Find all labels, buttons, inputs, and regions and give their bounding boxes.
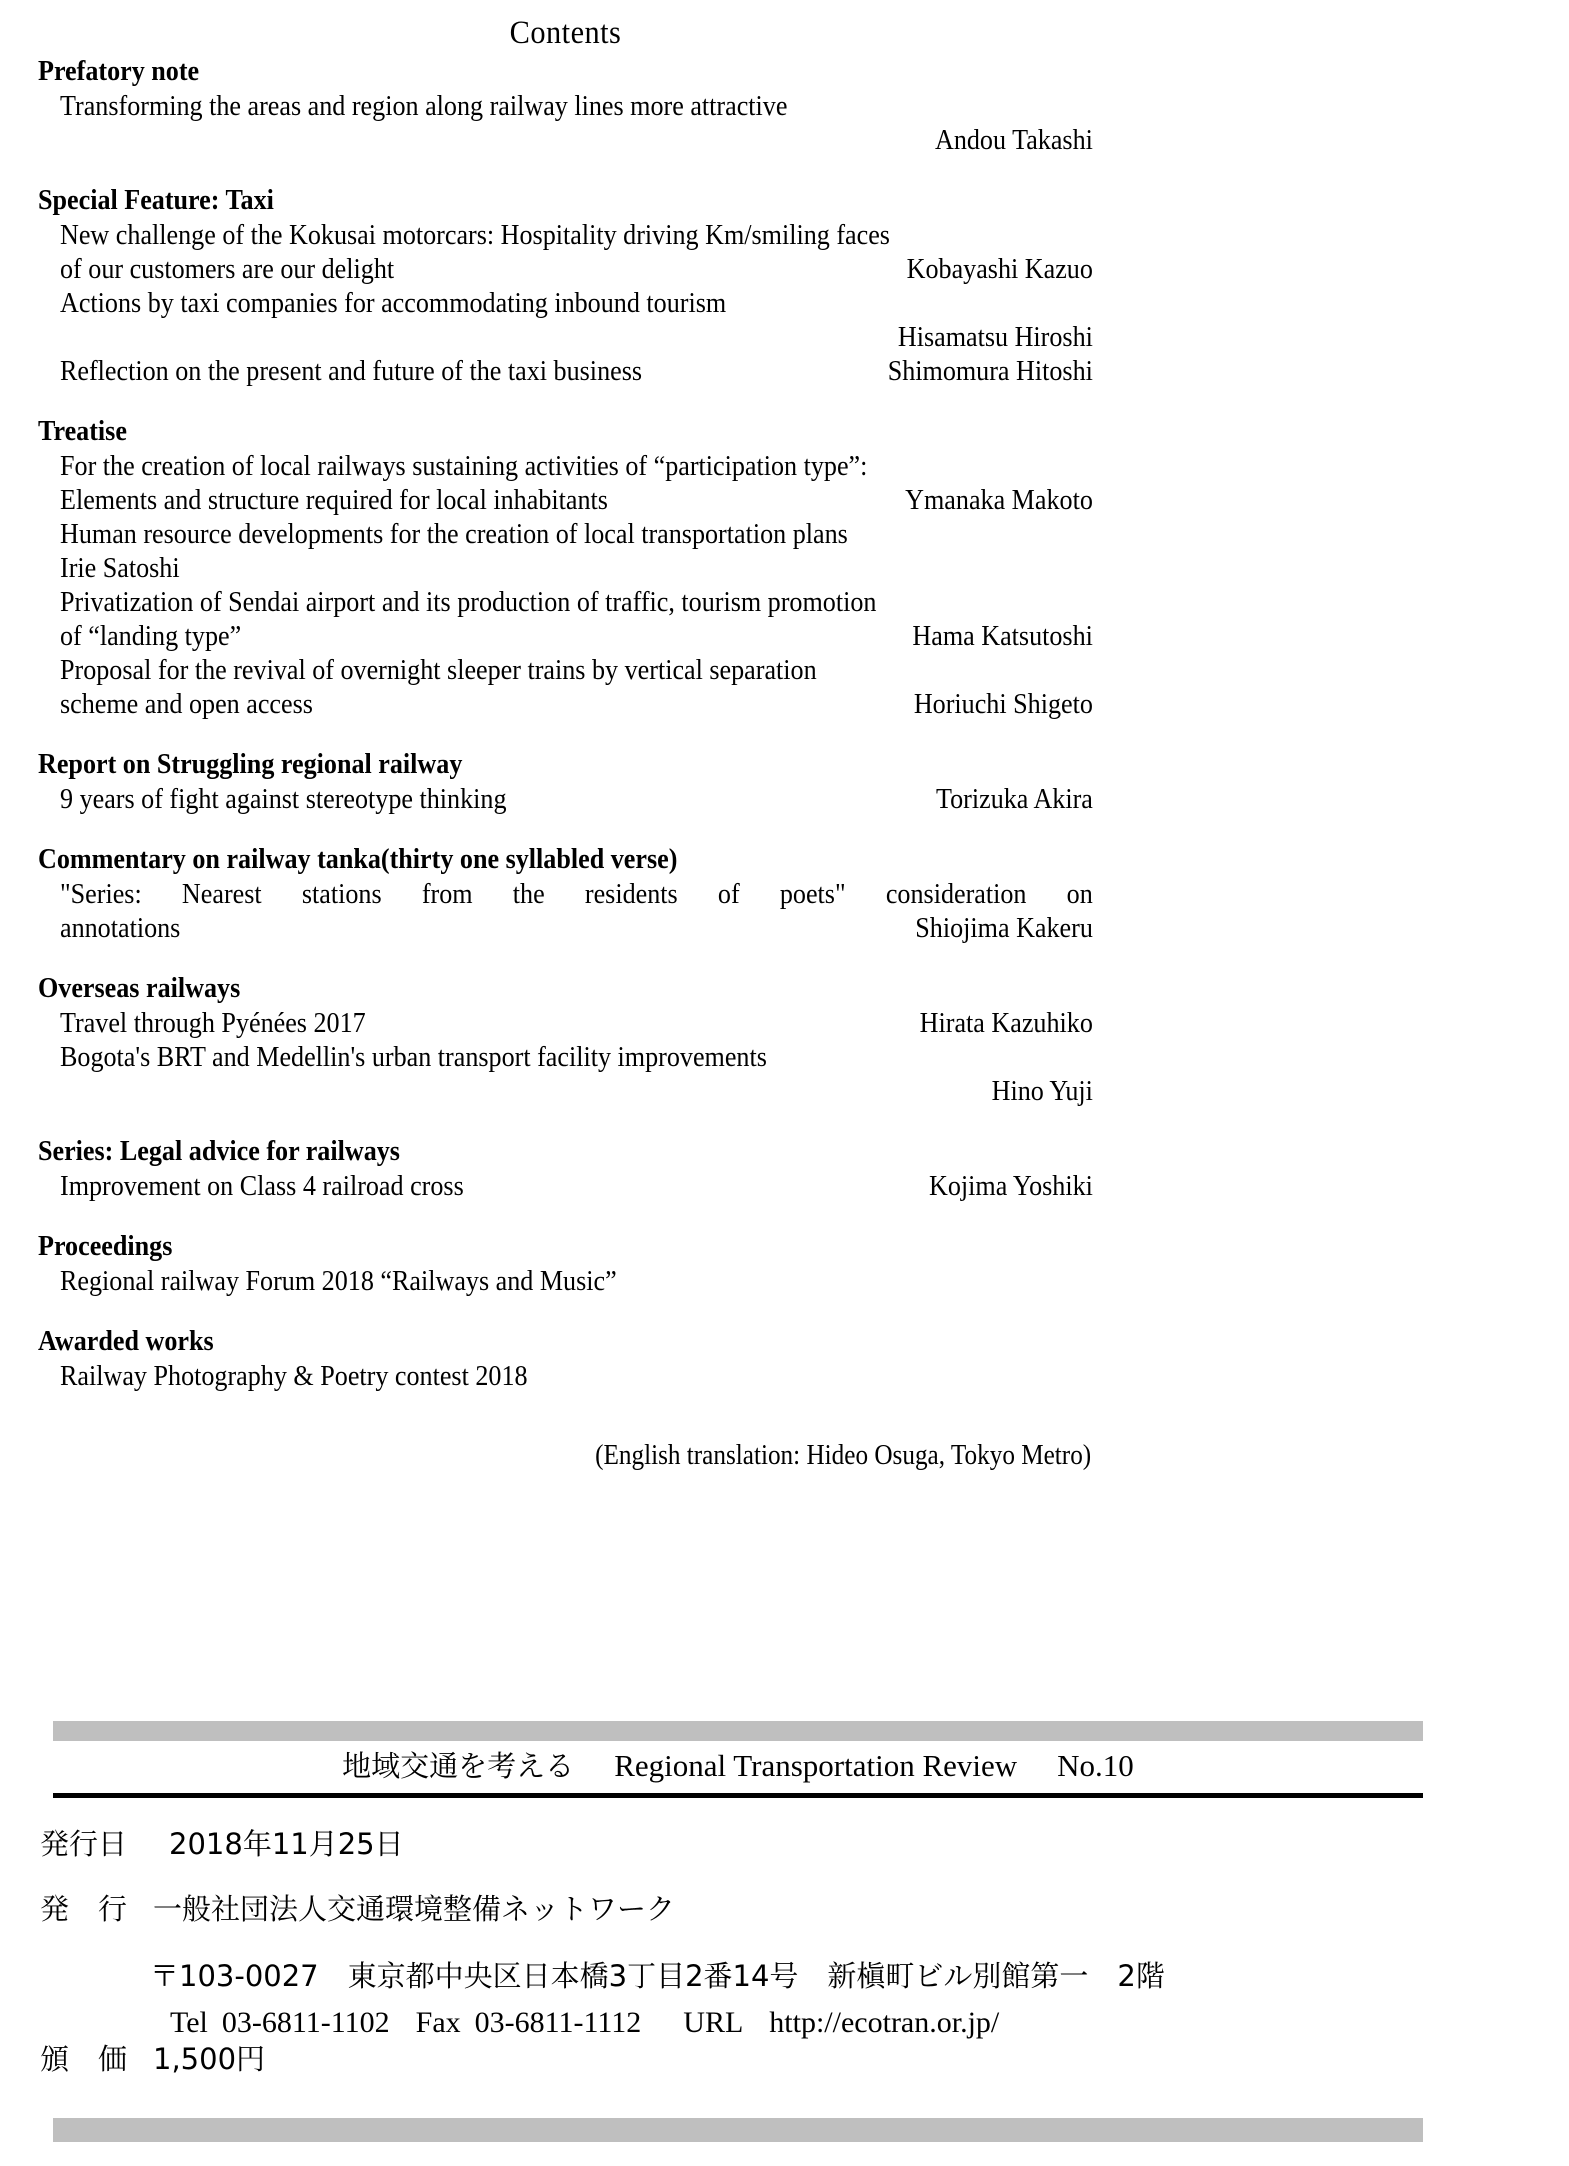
toc-entry [60,782,1093,816]
entry-line: of our customers are our delight [60,253,395,285]
section-spacer [38,1108,1093,1134]
section-spacer [38,816,1093,842]
section-spacer [38,388,1093,414]
toc-entry [60,1006,1093,1040]
toc-section [38,1134,1093,1203]
toc-entry [60,1040,1093,1108]
price-value: 1,500円 [153,2042,266,2076]
toc-entry [60,653,1093,721]
entry-line: scheme and open access [60,688,313,720]
section-heading: Series: Legal advice for railways [38,1135,400,1167]
entry-line: Regional railway Forum 2018 “Railways and Music” [60,1265,617,1297]
publish-date-label: 発行日 [40,1827,128,1861]
toc-section [38,747,1093,816]
entry-line: For the creation of local railways sustaining activities of “participation type”: [60,450,868,482]
section-heading: Awarded works [38,1325,214,1357]
toc-entry [60,449,1093,517]
section-spacer [38,1203,1093,1229]
toc-entry [60,1264,1093,1298]
colophon-row-contact [40,2005,1460,2041]
divider-rule-black [53,1793,1423,1798]
publish-date-value: 2018年11月25日 [169,1827,404,1861]
entry-line-with-author [60,1006,1093,1040]
entry-line-with-author [60,687,1093,721]
toc-section [38,1324,1093,1393]
toc-entry [60,286,1093,354]
entry-author: Horiuchi Shigeto [913,688,1093,720]
divider-bar-top [53,1721,1423,1741]
section-spacer [38,945,1093,971]
toc-section [38,1229,1093,1298]
url-value[interactable]: http://ecotran.or.jp/ [769,2006,1000,2039]
toc-entry [60,585,1093,653]
entry-line-with-author [60,354,1093,388]
journal-title-en: Regional Transportation Review [614,1748,1018,1783]
url-label: URL [683,2006,744,2039]
colophon-journal-title [53,1748,1423,1784]
table-of-contents [38,14,1093,1473]
entry-line-with-author [60,483,1093,517]
entry-line: Human resource developments for the creation of local transportation plans [60,518,848,550]
toc-entry [60,218,1093,286]
tel-value: 03-6811-1102 [221,2006,390,2039]
toc-entry [60,517,1093,585]
entry-author: Hama Katsutoshi [912,620,1093,652]
entry-line: Proposal for the revival of overnight sleeper trains by vertical separation [60,654,817,686]
toc-section [38,183,1093,388]
section-heading: Overseas railways [38,972,241,1004]
colophon-row-publish-date [40,1826,1460,1863]
entry-line: annotations [60,912,181,944]
toc-section [38,842,1093,945]
journal-issue: No.10 [1057,1748,1134,1783]
entry-line-text: "Series: [60,878,142,910]
journal-title-jp: 地域交通を考える [342,1749,575,1783]
entry-line-justified: "Series: Nearest stations from the residents of poets" consideration on [60,878,1093,910]
entry-author: Hino Yuji [991,1075,1093,1107]
entry-line-with-author [60,782,1093,816]
entry-author: Shiojima Kakeru [915,912,1093,944]
toc-entry [60,877,1093,945]
section-heading: Commentary on railway tanka(thirty one syllabled verse) [38,843,678,875]
section-spacer [38,1298,1093,1324]
entry-author: Kojima Yoshiki [928,1170,1093,1202]
entry-line: Reflection on the present and future of the taxi business [60,355,643,387]
entry-line: Actions by taxi companies for accommodating inbound tourism [60,287,727,319]
publisher-value: 一般社団法人交通環境整備ネットワーク [153,1892,676,1926]
entry-author: Shimomura Hitoshi [887,355,1093,387]
section-spacer [38,157,1093,183]
colophon-row-price [40,2041,1460,2078]
tel-label: Tel [170,2006,208,2039]
entry-line-with-author [60,252,1093,286]
divider-bar-bottom [53,2118,1423,2142]
entry-author: Kobayashi Kazuo [906,253,1093,285]
section-heading: Prefatory note [38,55,200,87]
entry-line: Transforming the areas and region along railway lines more attractive [60,90,788,122]
entry-line: Elements and structure required for local inhabitants [60,484,608,516]
entry-line: Bogota's BRT and Medellin's urban transport facility improvements [60,1041,767,1073]
fax-label: Fax [415,2006,461,2039]
entry-author: Hisamatsu Hiroshi [897,321,1093,353]
toc-entry [60,1359,1093,1393]
toc-section [38,414,1093,721]
entry-line: New challenge of the Kokusai motorcars: Hospitality driving Km/smiling faces [60,219,890,251]
publisher-address: 〒103-0027 東京都中央区日本橋3丁目2番14号 新槇町ビル別館第一 2階 [150,1959,1165,1993]
entry-line-with-author [60,619,1093,653]
entry-line: Privatization of Sendai airport and its production of traffic, tourism promotion [60,586,877,618]
entry-author: Ymanaka Makoto [905,484,1093,516]
page-title: Contents [509,15,622,51]
entry-line: of “landing type” [60,620,242,652]
section-heading: Treatise [38,415,127,447]
price-label: 頒 価 [40,2042,128,2076]
entry-author: Andou Takashi [934,124,1093,156]
fax-value: 03-6811-1112 [474,2006,642,2039]
toc-entry [60,354,1093,388]
entry-line-with-author [60,911,1093,945]
section-heading: Special Feature: Taxi [38,184,274,216]
translator-note: (English translation: Hideo Osuga, Tokyo Metro) [595,1440,1092,1471]
entry-author: Irie Satoshi [60,552,180,584]
colophon-block [40,1826,1460,2078]
entry-line: Railway Photography & Poetry contest 2018 [60,1360,528,1392]
section-heading: Proceedings [38,1230,173,1262]
colophon-row-publisher [40,1891,1460,1928]
entry-line: 9 years of fight against stereotype thinking [60,783,507,815]
toc-entry [60,89,1093,157]
entry-line: Travel through Pyénées 2017 [60,1007,366,1039]
section-spacer [38,721,1093,747]
entry-line: Improvement on Class 4 railroad cross [60,1170,464,1202]
entry-author: Hirata Kazuhiko [919,1007,1093,1039]
toc-section [38,971,1093,1108]
colophon-row-address [40,1958,1460,1995]
entry-line-with-author [60,1169,1093,1203]
toc-entry [60,1169,1093,1203]
toc-section [38,54,1093,157]
entry-author: Torizuka Akira [935,783,1093,815]
section-heading: Report on Struggling regional railway [38,748,463,780]
publisher-label: 発 行 [40,1892,128,1926]
